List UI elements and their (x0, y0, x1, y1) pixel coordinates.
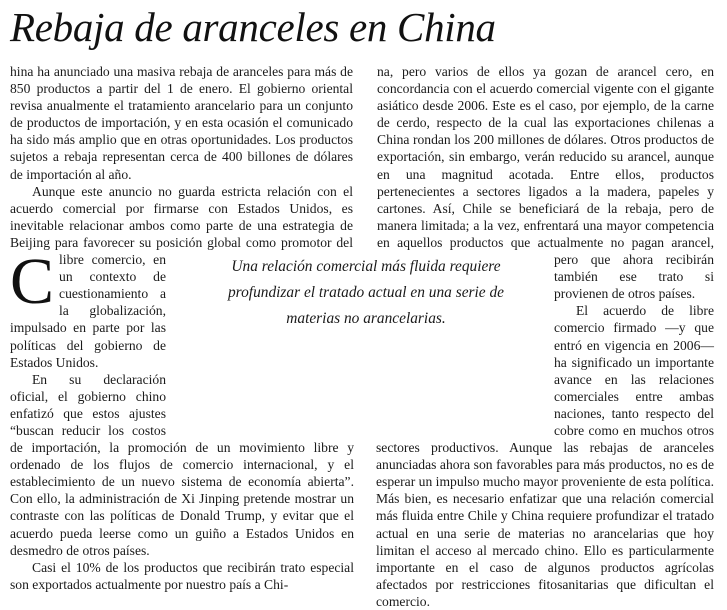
body-paragraph: El acuerdo de libre comercio firmado —y que entró en vigencia en 2006— ha significado un importante avance en las relaciones comerciales entre ambas naciones, tanto respecto del cobre como en muchos otros sectores productivos. Aunque las rebajas de aranceles anunciadas ahora son favorables para más productos, no es de esperar un impulso mucho mayor proveniente de esta política. Más bien, es necesario enfatizar que una relación comercial más fluida entre Chile y China requiere profundizar el tratado actual en una serie de materias no arancelarias que hoy limitan el acceso al mercado chino. Ello es particularmente importante en el caso de algunos productos agrícolas afectados por restricciones fitosanitarias que dificultan el comercio. (376, 303, 714, 609)
body-paragraph: C hina ha anunciado una masiva rebaja de aranceles para más de 850 productos a partir del 1 de enero. El gobierno oriental revisa anualmente el tratamiento arancelario para un conjunto de productos de importación, y en esta ocasión el comunicado ha sido más amplio que en otras oportunidades. Los productos sujetos a rebaja representan cerca de 400 billones de dólares de importación al año. (10, 64, 353, 318)
pull-quote: Una relación comercial más fluida requiere profundizar el tratado actual en una serie de materias no arancelarias. (227, 258, 504, 327)
body-paragraph: Casi el 10% de los productos que recibirán trato especial son exportados actualmente por nuestro país a Chi- (10, 559, 354, 592)
body-paragraph: Aunque este anuncio no guarda estricta relación con el acuerdo comercial por firmarse con Estados Unidos, es inevitable relacionar ambos como parte de una estrategia de Beijing para favorecer su posición global como promotor del libre comercio, en un contexto de cuestionamiento a la globalización, impulsado en parte por las políticas del gobierno de Estados Unidos. (10, 183, 353, 370)
body-paragraph: En su declaración oficial, el gobierno chino enfatizó que estos ajustes “buscan reducir los costos de importación, la promoción de un movimiento libre y ordenado de los flujos de comercio internacional, y el establecimiento de un nuevo sistema de economía abierta”. Con ello, la administración de Xi Jinping pretende mostrar un contraste con las políticas de Donald Trump, y evitar que el acuerdo pueda leerse como un guiño a Estados Unidos en desmedro de otros países. (10, 371, 354, 558)
drop-cap: C (10, 245, 55, 318)
body-paragraph: na, pero varios de ellos ya gozan de arancel cero, en concordancia con el acuerdo comercial vigente con el gigante asiático desde 2006. Este es el caso, por ejemplo, de la carne de cerdo, respecto de la cual las exportaciones chilenas a China rondan los 200 millones de dólares. Otros productos de exportación, sin embargo, verán reducido su arancel, aunque en una magnitud acotada. Entre ellos, productos pertenecientes a sectores ligados a la madera, papeles y cartones. Así, Chile se beneficiará de la rebaja, pero de manera limitada; a la vez, enfrentará una mayor competencia en aquellos productos que actualmente no pagan arancel, pero que ahora recibirán también ese trato si provienen de otros países. (377, 64, 714, 302)
article-column-right (376, 63, 714, 610)
headline: Rebaja de aranceles en China (10, 4, 496, 50)
